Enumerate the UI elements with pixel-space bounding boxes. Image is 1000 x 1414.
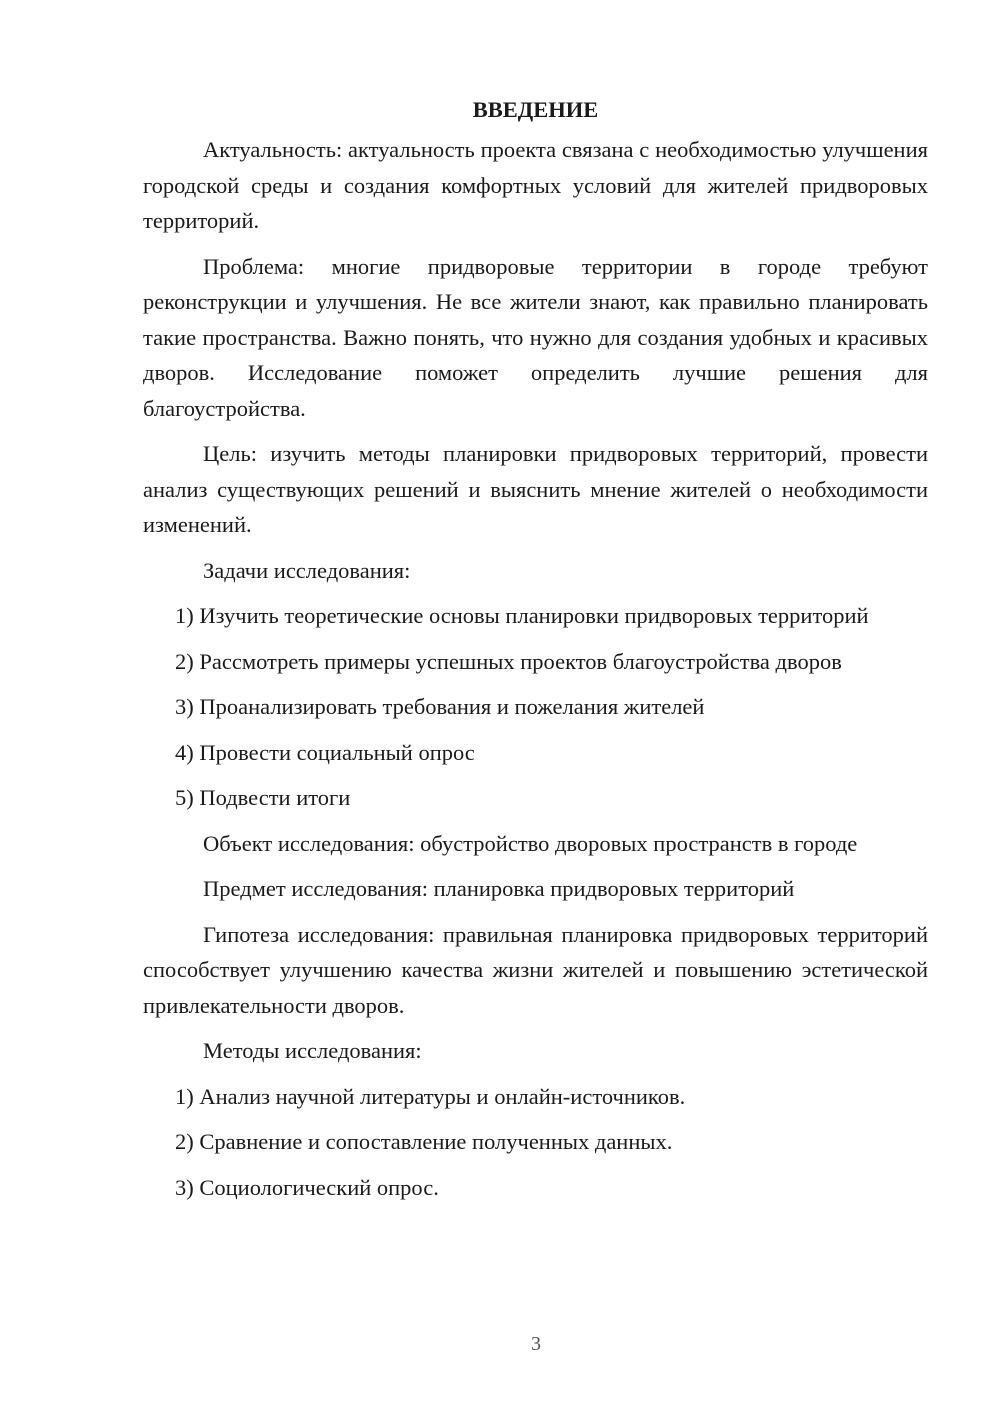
goal-paragraph: Цель: изучить методы планировки придворовых территорий, провести анализ существующих решений и выяснить мнение жителей о необходимости изменений.: [143, 441, 928, 537]
problem-paragraph: Проблема: многие придворовые территории в городе требуют реконструкции и улучшения. Не все жители знают, как правильно планировать такие пространства. Важно понять, что нужно для создания удобных и красивых дворов. Исследование поможет определить лучшие решения для благоустройства.: [143, 253, 928, 421]
subject-paragraph: Предмет исследования: планировка придворовых территорий: [203, 876, 795, 901]
task-item: 1) Изучить теоретические основы планировки придворовых территорий: [175, 603, 869, 628]
method-item: 3) Социологический опрос.: [175, 1174, 439, 1200]
task-item: 4) Провести социальный опрос: [175, 739, 475, 765]
page-number: 3: [531, 1333, 541, 1355]
hypothesis-paragraph: Гипотеза исследования: правильная планировка придворовых территорий способствует улучшению качества жизни жителей и повышению эстетической привлекательности дворов.: [143, 921, 928, 1018]
relevance-paragraph: Актуальность: актуальность проекта связана с необходимостью улучшения городской среды и создания комфортных условий для жителей придворовых территорий.: [143, 137, 928, 233]
object-paragraph: Объект исследования: обустройство дворовых пространств в городе: [203, 830, 858, 856]
task-item: 5) Подвести итоги: [175, 785, 351, 810]
task-item: 2) Рассмотреть примеры успешных проектов благоустройства дворов: [175, 648, 842, 674]
task-item: 3) Проанализировать требования и пожелания жителей: [175, 694, 705, 719]
page-title: ВВЕДЕНИЕ: [472, 97, 599, 122]
tasks-heading: Задачи исследования:: [203, 557, 411, 583]
method-item: 2) Сравнение и сопоставление полученных данных.: [175, 1129, 673, 1154]
methods-heading: Методы исследования:: [203, 1038, 422, 1063]
page-content: [143, 92, 928, 1215]
method-item: 1) Анализ научной литературы и онлайн-источников.: [175, 1083, 686, 1109]
